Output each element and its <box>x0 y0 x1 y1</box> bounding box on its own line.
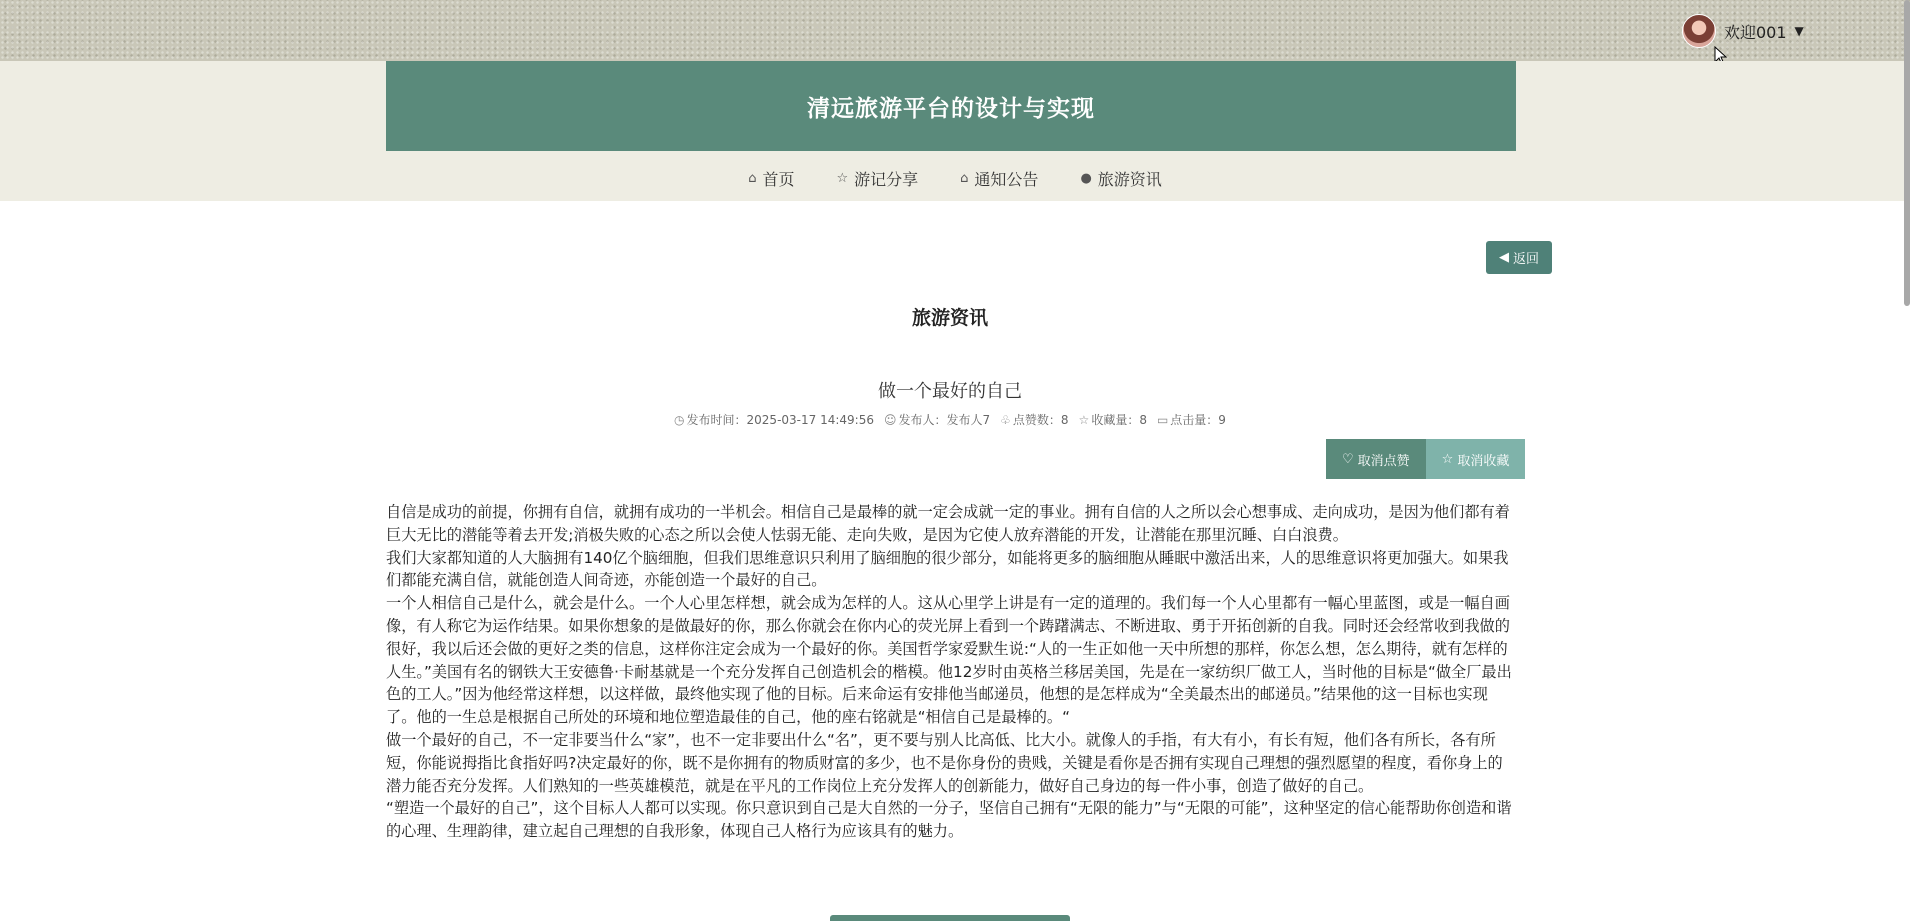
bag-icon: ⌂ <box>960 170 969 186</box>
section-title: 旅游资讯 <box>911 307 988 329</box>
nav-item-notices[interactable] <box>960 167 1038 190</box>
thumb-icon: ♧ <box>1000 413 1011 427</box>
publisher-text: 发布人：发布人7 <box>898 413 991 427</box>
publisher <box>884 411 990 428</box>
clicks-text: 点击量：9 <box>1170 413 1226 427</box>
avatar[interactable] <box>1682 14 1716 48</box>
favorites-text: 收藏量：8 <box>1091 413 1147 427</box>
comment-icon: ▭ <box>1156 413 1169 427</box>
heart-icon: ♡ <box>1342 451 1354 467</box>
unfavorite-button[interactable] <box>1426 439 1526 479</box>
article-title: 做一个最好的自己 <box>878 381 1022 402</box>
bottom-button[interactable] <box>830 915 1070 921</box>
nav-item-home[interactable] <box>748 167 794 190</box>
paragraph: 自信是成功的前提，你拥有自信，就拥有成功的一半机会。相信自己是最棒的就一定会成就一定的事业。拥有自信的人之所以会心想事成、走向成功，是因为他们都有着巨大无比的潜能等着去开发;消极失败的心态之所以会使人怯弱无能、走向失败，是因为它使人放弃潜能的开发，让潜能在那里沉睡、白白浪费。 <box>386 503 1510 544</box>
article-actions <box>1326 439 1525 479</box>
nav-item-travel-news[interactable] <box>1080 167 1161 190</box>
nav-label-home[interactable]: 首页 <box>762 169 795 189</box>
user-icon: ☺ <box>883 413 897 427</box>
clicks <box>1157 411 1226 428</box>
site-title: 清远旅游平台的设计与实现 <box>807 95 1095 122</box>
unlike-button[interactable] <box>1326 439 1426 479</box>
paragraph: 我们大家都知道的人大脑拥有140亿个脑细胞，但我们思维意识只利用了脑细胞的很少部分，如能将更多的脑细胞从睡眠中激活出来，人的思维意识将更加强大。如果我们都能充满自信，就能创造人间奇迹，亦能创造一个最好的自己。 <box>386 548 1509 590</box>
top-bar <box>0 0 1910 61</box>
likes-text: 点赞数：8 <box>1012 413 1069 427</box>
unlike-label: 取消点赞 <box>1357 453 1410 469</box>
info-icon: ● <box>1080 170 1092 186</box>
user-menu[interactable] <box>1682 14 1804 48</box>
paragraph: 一个人相信自己是什么，就会是什么。一个人心里怎样想，就会成为怎样的人。这从心里学上讲是有一定的道理的。我们每一个人心里都有一幅心里蓝图，或是一幅自画像，有人称它为运作结果。如果你想象的是做最好的你，那么你就会在你内心的荧光屏上看到一个踌躇满志、不断进取、勇于开拓创新的自我。同时还会经常收到我做的很好，我以后还会做的更好之类的信息，这样你注定会成为一个最好的你。美国哲学家爱默生说:“人的一生正如他一天中所想的那样，你怎么想，怎么期待，就有怎样的人生。”美国有名的钢铁大王安德鲁·卡耐基就是一个充分发挥自己创造机会的楷模。他12岁时由英格兰移居美国，先是在一家纺织厂做工人，当时他的目标是“做全厂最出色的工人。”因为他经常这样想，以这样做，最终他实现了他的目标。后来命运有安排他当邮递员，他想的是怎样成为“全美最杰出的邮递员。”结果他的这一目标也实现了。他的一生总是根据自己所处的环境和地位塑造最佳的自己，他的座右铭就是“相信自己是最棒的。“ <box>386 594 1512 727</box>
favorites <box>1079 411 1147 428</box>
clock-icon: ◷ <box>674 413 685 427</box>
article-meta <box>0 411 1900 428</box>
likes <box>1000 411 1068 428</box>
nav-label-travel-share[interactable]: 游记分享 <box>854 169 919 189</box>
star-icon: ☆ <box>1078 413 1090 427</box>
paragraph: 做一个最好的自己，不一定非要当什么“家”，也不一定非要出什么“名”，更不要与别人比高低、比大小。就像人的手指，有大有小，有长有短，他们各有所长，各有所短，你能说拇指比食指好吗?决定最好的你，既不是你拥有的物质财富的多少，也不是你身份的贵贱，关键是看你是否拥有实现自己理想的强烈愿望的程度，看你身上的潜力能否充分发挥。人们熟知的一些英雄模范，就是在平凡的工作岗位上充分发挥人的创新能力，做好自己身边的每一件小事，创造了做好的自己。 <box>386 730 1503 795</box>
publish-time <box>674 411 874 428</box>
welcome-text[interactable]: 欢迎001 <box>1724 22 1787 42</box>
nav-item-travel-share[interactable] <box>836 167 918 190</box>
main-nav <box>0 160 1910 196</box>
home-icon: ⌂ <box>748 170 757 186</box>
scrollbar[interactable] <box>1904 0 1910 306</box>
nav-label-travel-news[interactable]: 旅游资讯 <box>1097 169 1162 189</box>
site-banner <box>386 61 1516 151</box>
star-icon: ☆ <box>1441 451 1454 467</box>
publish-time-text: 发布时间：2025-03-17 14:49:56 <box>686 413 874 427</box>
unfavorite-label: 取消收藏 <box>1457 453 1510 469</box>
paragraph: “塑造一个最好的自己”，这个目标人人都可以实现。你只意识到自己是大自然的一分子，坚信自己拥有“无限的能力”与“无限的可能”，这种坚定的信心能帮助你创造和谐的心理、生理韵律，建立起自己理想的自我形象，体现自己人格行为应该具有的魅力。 <box>386 799 1512 841</box>
back-label: 返回 <box>1512 252 1539 267</box>
chevron-left-icon: ◀ <box>1498 250 1509 265</box>
back-button[interactable] <box>1486 241 1552 274</box>
star-icon: ☆ <box>836 170 849 186</box>
caret-down-icon[interactable]: ▼ <box>1794 24 1804 38</box>
nav-label-notices[interactable]: 通知公告 <box>974 169 1039 189</box>
article-content <box>386 501 1516 843</box>
